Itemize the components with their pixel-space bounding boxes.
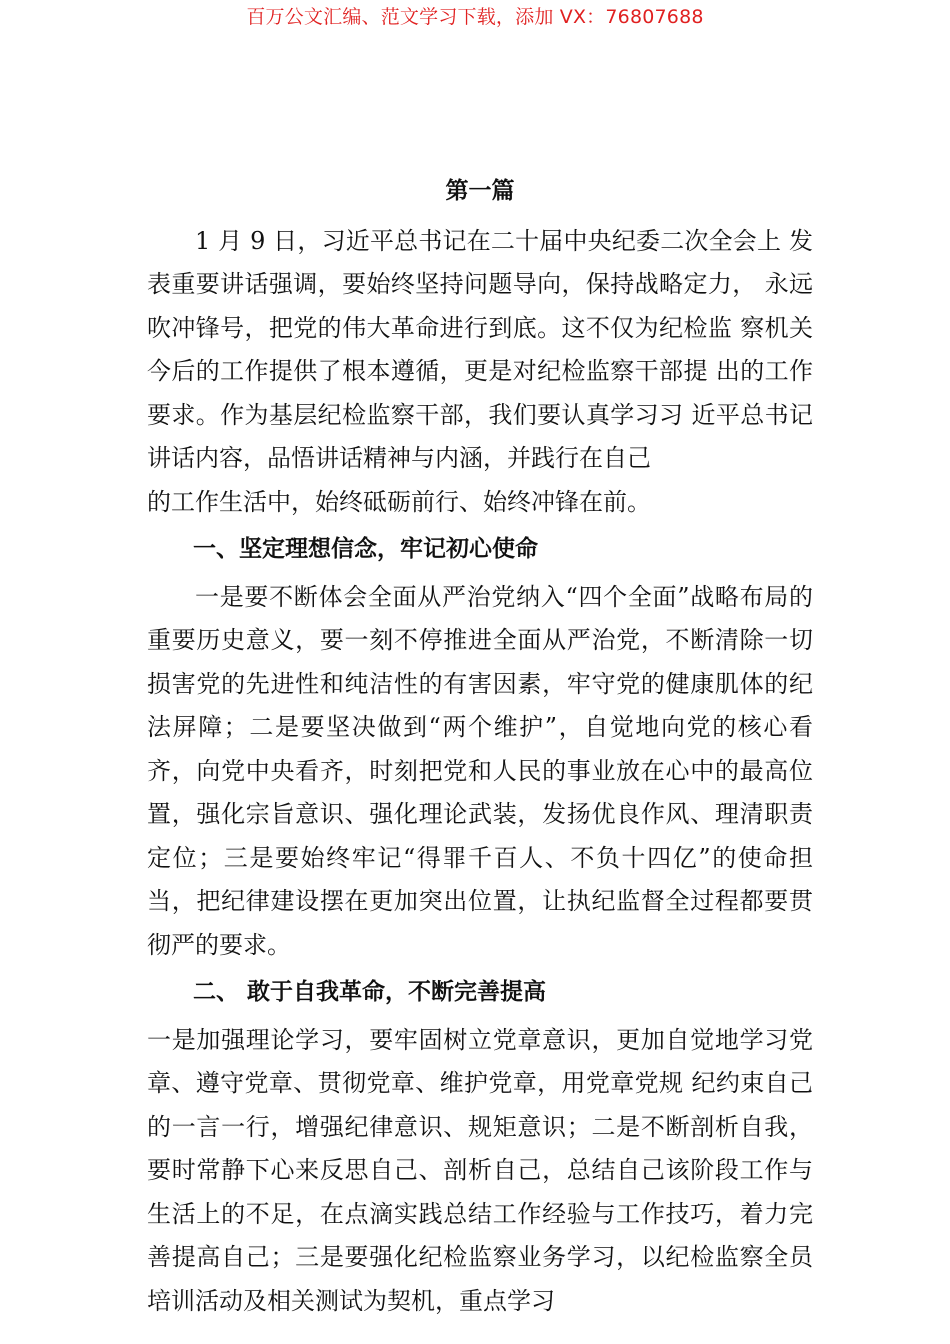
section-1-paragraph: 一是要不断体会全面从严治党纳入“四个全面”战略布局的重要历史意义，要一刻不停推进全面从严治党，不断清除一切损害党的先进性和纯洁性的有害因素，牢守党的健康肌体的纪法屏障；二是要坚决做到“两个维护”，自觉地向党的核心看齐，向党中央看齐，时刻把党和人民的事业放在心中的最高位置，强化宗旨意识、强化理论武装，发扬优良作风、理清职责定位；三是要始终牢记“得罪千百人、不负十四亿”的使命担当，把纪律建设摆在更加突出位置，让执纪监督全过程都要贯彻严的要求。: [147, 582, 813, 959]
document-body: [147, 170, 813, 1323]
header-banner: 百万公文汇编、范文学习下载，添加 VX：76807688: [246, 6, 704, 28]
document-title: 第一篇: [445, 178, 515, 204]
section-2-paragraph: 一是加强理论学习，要牢固树立党章意识，更加自觉地学习党章、遵守党章、贯彻党章、维护党章，用党章党规 纪约束自己的一言一行，增强纪律意识、规矩意识；二是不断剖析自我，要时常静下心来反思自己、剖析自己，总结自己该阶段工作与生活上的不足，在点滴实践总结工作经验与工作技巧，着力完善提高自己；三是要强化纪检监察业务学习，以纪检监察全员培训活动及相关测试为契机，重点学习: [147, 1025, 813, 1315]
intro-paragraph: 1 月 9 日，习近平总书记在二十届中央纪委二次全会上 发表重要讲话强调，要始终坚持问题导向，保持战略定力， 永远吹冲锋号，把党的伟大革命进行到底。这不仅为纪检监 察机关今后的工作提供了根本遵循，更是对纪检监察干部提 出的工作要求。作为基层纪检监察干部，我们要认真学习习 近平总书记讲话内容，品悟讲话精神与内涵，并践行在自己: [147, 226, 813, 472]
section-heading-2: 二、 敢于自我革命，不断完善提高: [193, 979, 547, 1005]
intro-paragraph-continuation: 的工作生活中，始终砥砺前行、始终冲锋在前。: [147, 487, 651, 516]
section-heading-1: 一、坚定理想信念，牢记初心使命: [193, 536, 538, 562]
